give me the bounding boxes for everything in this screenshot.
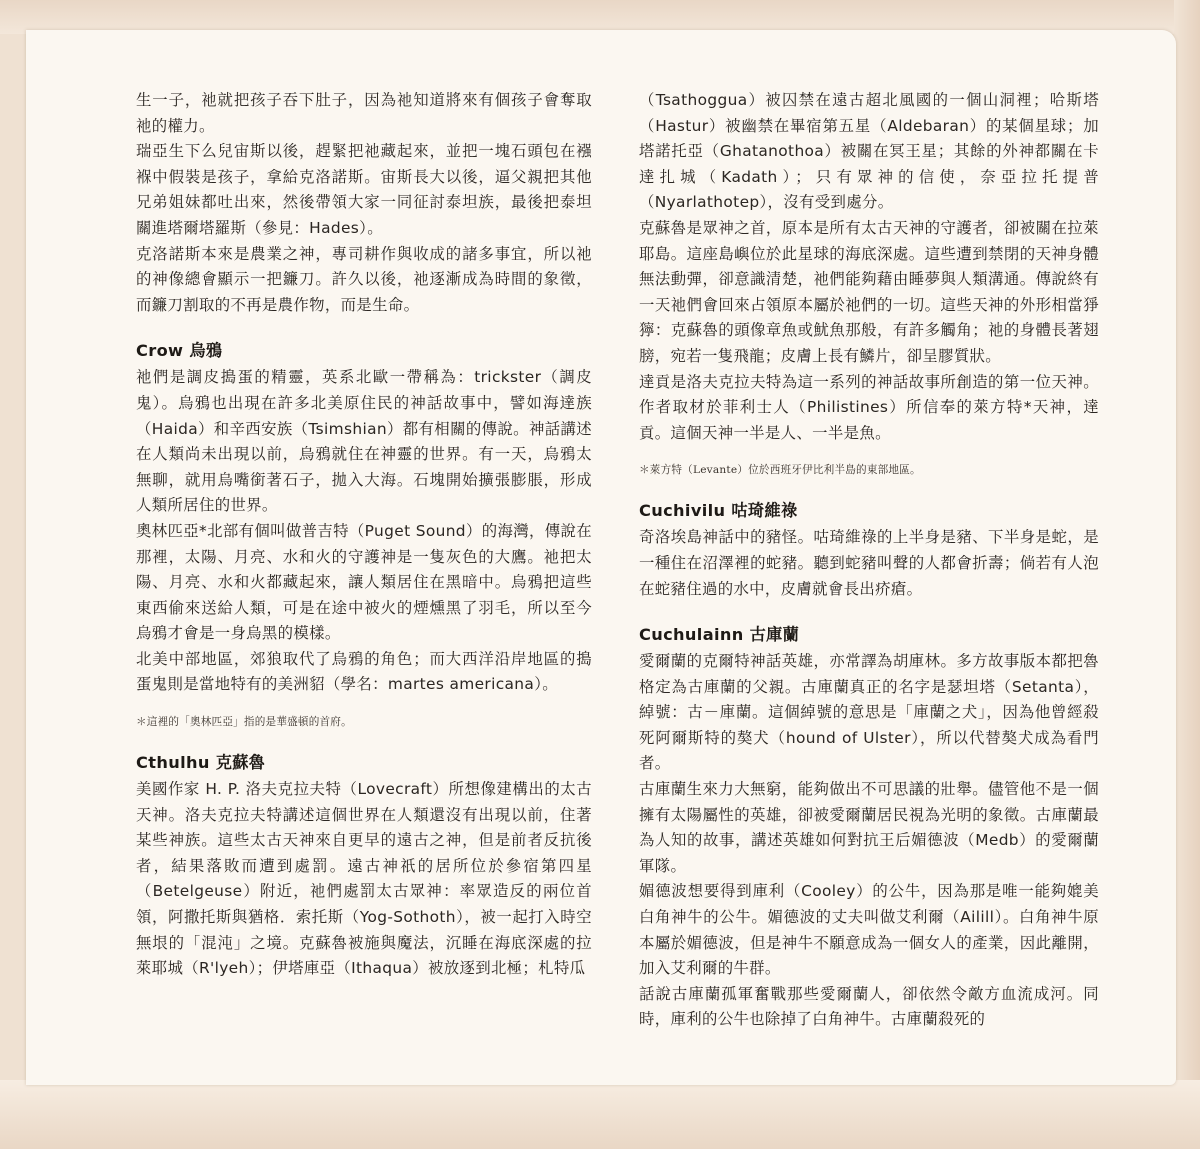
paragraph: 美國作家 H. P. 洛夫克拉夫特（Lovecraft）所想像建構出的太古天神。洛夫克拉夫特講述這個世界在人類還沒有出現以前，住著某些神族。這些太古天神來自更早的遠古之神，但是前者反抗後者，結果落敗而遭到處罰。遠古神祇的居所位於參宿第四星（Betelgeuse）附近，祂們處罰太古眾神：率眾造反的兩位首領，阿撒托斯與猶格．索托斯（Yog-Sothoth），被一起打入時空無垠的「混沌」之境。克蘇魯被施與魔法，沉睡在海底深處的拉萊耶城（R'lyeh）；伊塔庫亞（Ithaqua）被放逐到北極；札特瓜 (136, 780, 592, 978)
paragraph: 克洛諾斯本來是農業之神，專司耕作與收成的諸多事宜，所以祂的神像總會顯示一把鐮刀。許久以後，祂逐漸成為時間的象徵，而鐮刀割取的不再是農作物，而是生命。 (136, 244, 592, 314)
paragraph: 生一子，祂就把孩子吞下肚子，因為祂知道將來有個孩子會奪取祂的權力。 (136, 91, 592, 135)
footnote: ＊萊方特（Levante）位於西班牙伊比利半島的東部地區。 (639, 464, 921, 477)
paragraph: 瑞亞生下么兒宙斯以後，趕緊把祂藏起來，並把一塊石頭包在襁褓中假裝是孩子，拿給克洛諾斯。宙斯長大以後，逼父親把其他兄弟姐妹都吐出來，然後帶領大家一同征討泰坦族，最後把泰坦關進塔爾塔羅斯（參見：Hades）。 (136, 142, 592, 237)
paragraph: 奧林匹亞*北部有個叫做普吉特（Puget Sound）的海灣，傳說在那裡，太陽、月亮、水和火的守護神是一隻灰色的大鷹。祂把太陽、月亮、水和火都藏起來，讓人類居住在黑暗中。烏鴉把這些東西偷來送給人類，可是在途中被火的煙燻黑了羽毛，所以至今烏鴉才會是一身烏黑的模樣。 (136, 521, 592, 643)
page-top-edge (0, 0, 1200, 34)
entry-heading-cthulhu: Cthulhu 克蘇魯 (136, 753, 266, 773)
paragraph: （Tsathoggua）被囚禁在遠古超北風國的一個山洞裡；哈斯塔（Hastur）被幽禁在畢宿第五星（Aldebaran）的某個星球；加塔諾托亞（Ghatanothoa）被關在冥王星；其餘的外神都關在卡達扎城（Kadath）；只有眾神的信使，奈亞拉托提普（Nyarlathotep），沒有受到處分。 (639, 91, 1099, 212)
footnote: ＊這裡的「奧林匹亞」指的是華盛頓的首府。 (136, 716, 352, 729)
left-column (136, 88, 592, 982)
book-page (26, 30, 1176, 1085)
paragraph: 媚德波想要得到庫利（Cooley）的公牛，因為那是唯一能夠媲美白角神牛的公牛。媚德波的丈夫叫做艾利爾（Ailill）。白角神牛原本屬於媚德波，但是神牛不願意成為一個女人的產業，因此離開，加入艾利爾的牛群。 (639, 882, 1099, 978)
paragraph: 北美中部地區，郊狼取代了烏鴉的角色；而大西洋沿岸地區的搗蛋鬼則是當地特有的美洲貂（學名：martes americana）。 (136, 649, 592, 694)
paragraph: 話說古庫蘭孤軍奮戰那些愛爾蘭人，卻依然令敵方血流成河。同時，庫利的公牛也除掉了白角神牛。古庫蘭殺死的 (639, 984, 1099, 1029)
paragraph: 祂們是調皮搗蛋的精靈，英系北歐一帶稱為：trickster（調皮鬼）。烏鴉也出現在許多北美原住民的神話故事中，譬如海達族（Haida）和辛西安族（Tsimshian）都有相關的傳說。神話講述在人類尚未出現以前，烏鴉就住在神靈的世界。有一天，烏鴉太無聊，就用烏嘴銜著石子，拋入大海。石塊開始擴張膨脹，形成人類所居住的世界。 (136, 368, 592, 515)
entry-heading-crow: Crow 烏鴉 (136, 341, 223, 361)
entry-heading-cuchulainn: Cuchulainn 古庫蘭 (639, 625, 800, 645)
paragraph: 古庫蘭生來力大無窮，能夠做出不可思議的壯舉。儘管他不是一個擁有太陽屬性的英雄，卻被愛爾蘭居民視為光明的象徵。古庫蘭最為人知的故事，講述英雄如何對抗王后媚德波（Medb）的愛爾蘭軍隊。 (639, 780, 1099, 875)
page-bottom-edge (0, 1080, 1200, 1149)
paragraph: 克蘇魯是眾神之首，原本是所有太古天神的守護者，卻被關在拉萊耶島。這座島嶼位於此星球的海底深處。這些遭到禁閉的天神身體無法動彈，卻意識清楚，祂們能夠藉由睡夢與人類溝通。傳說終有一天祂們會回來占領原本屬於祂們的一切。這些天神的外形相當猙獰：克蘇魯的頭像章魚或魷魚那般，有許多觸角；祂的身體長著翅膀，宛若一隻飛龍；皮膚上長有鱗片，卻呈膠質狀。 (639, 218, 1099, 365)
paragraph: 愛爾蘭的克爾特神話英雄，亦常譯為胡庫林。多方故事版本都把魯格定為古庫蘭的父親。古庫蘭真正的名字是瑟坦塔（Setanta），綽號：古－庫蘭。這個綽號的意思是「庫蘭之犬」，因為他曾經殺死阿爾斯特的獒犬（hound of Ulster），所以代替獒犬成為看門者。 (639, 652, 1099, 773)
paragraph: 奇洛埃島神話中的豬怪。咕琦維祿的上半身是豬、下半身是蛇，是一種住在沼澤裡的蛇豬。聽到蛇豬叫聲的人都會折壽；倘若有人泡在蛇豬住過的水中，皮膚就會長出疥瘡。 (639, 528, 1099, 598)
paragraph: 達貢是洛夫克拉夫特為這一系列的神話故事所創造的第一位天神。作者取材於菲利士人（Philistines）所信奉的萊方特*天神，達貢。這個天神一半是人、一半是魚。 (639, 372, 1099, 442)
page-right-edge (1174, 0, 1200, 1149)
entry-heading-cuchivilu: Cuchivilu 咕琦維祿 (639, 501, 798, 521)
right-column (639, 88, 1099, 1033)
